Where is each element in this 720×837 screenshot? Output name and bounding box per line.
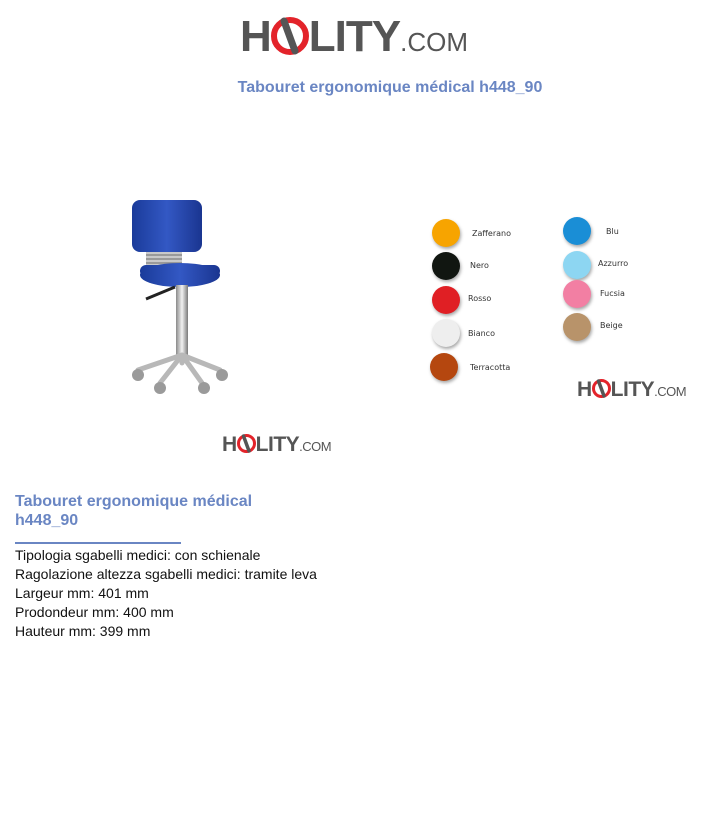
swatch-terracotta xyxy=(430,353,458,381)
swatch-label: Terracotta xyxy=(470,363,511,372)
swatch-label: Rosso xyxy=(468,294,492,303)
swatch-label: Bianco xyxy=(468,329,495,338)
swatch-label: Zafferano xyxy=(472,229,511,238)
product-title: Tabouret ergonomique médical h448_90 xyxy=(15,493,253,529)
title-divider xyxy=(15,542,181,544)
logo-letters-lity: LITY xyxy=(255,433,300,456)
swatch-zafferano xyxy=(432,219,460,247)
swatch-beige xyxy=(563,313,591,341)
logo-o-mark-icon xyxy=(592,378,611,402)
swatch-label: Blu xyxy=(606,227,619,236)
swatch-blu xyxy=(563,217,591,245)
swatch-azzurro xyxy=(563,251,591,279)
swatch-rosso xyxy=(432,286,460,314)
logo-letters-lity: LITY xyxy=(610,378,655,401)
swatch-fucsia xyxy=(563,280,591,308)
logo-letter-h: H xyxy=(577,378,592,401)
color-swatch-image xyxy=(420,205,690,390)
spec-line: Tipologia sgabelli medici: con schienale xyxy=(15,547,261,563)
product-image-stool xyxy=(120,195,235,400)
page-title: Tabouret ergonomique médical h448_90 xyxy=(237,79,543,96)
swatch-label: Azzurro xyxy=(598,259,629,268)
holity-logo[interactable] xyxy=(240,12,480,62)
swatch-nero xyxy=(432,252,460,280)
holity-logo-small xyxy=(577,378,686,404)
logo-o-mark-icon xyxy=(271,12,309,62)
logo-dotcom: .COM xyxy=(400,27,468,57)
logo-o-mark-icon xyxy=(237,433,256,457)
logo-letter-h: H xyxy=(222,433,237,456)
logo-letter-h: H xyxy=(240,12,271,61)
swatch-bianco xyxy=(432,319,460,347)
holity-logo-small xyxy=(222,433,331,459)
spec-line: Largeur mm: 401 mm xyxy=(15,585,149,601)
logo-dotcom: .COM xyxy=(299,439,332,454)
spec-line: Ragolazione altezza sgabelli medici: tramite leva xyxy=(15,566,317,582)
logo-letters-lity: LITY xyxy=(308,12,401,61)
swatch-label: Nero xyxy=(470,261,489,270)
spec-line: Prodondeur mm: 400 mm xyxy=(15,604,174,620)
spec-line: Hauteur mm: 399 mm xyxy=(15,623,151,639)
swatch-label: Beige xyxy=(600,321,623,330)
swatch-label: Fucsia xyxy=(600,289,625,298)
logo-dotcom: .COM xyxy=(654,384,687,399)
product-specs xyxy=(15,546,317,641)
